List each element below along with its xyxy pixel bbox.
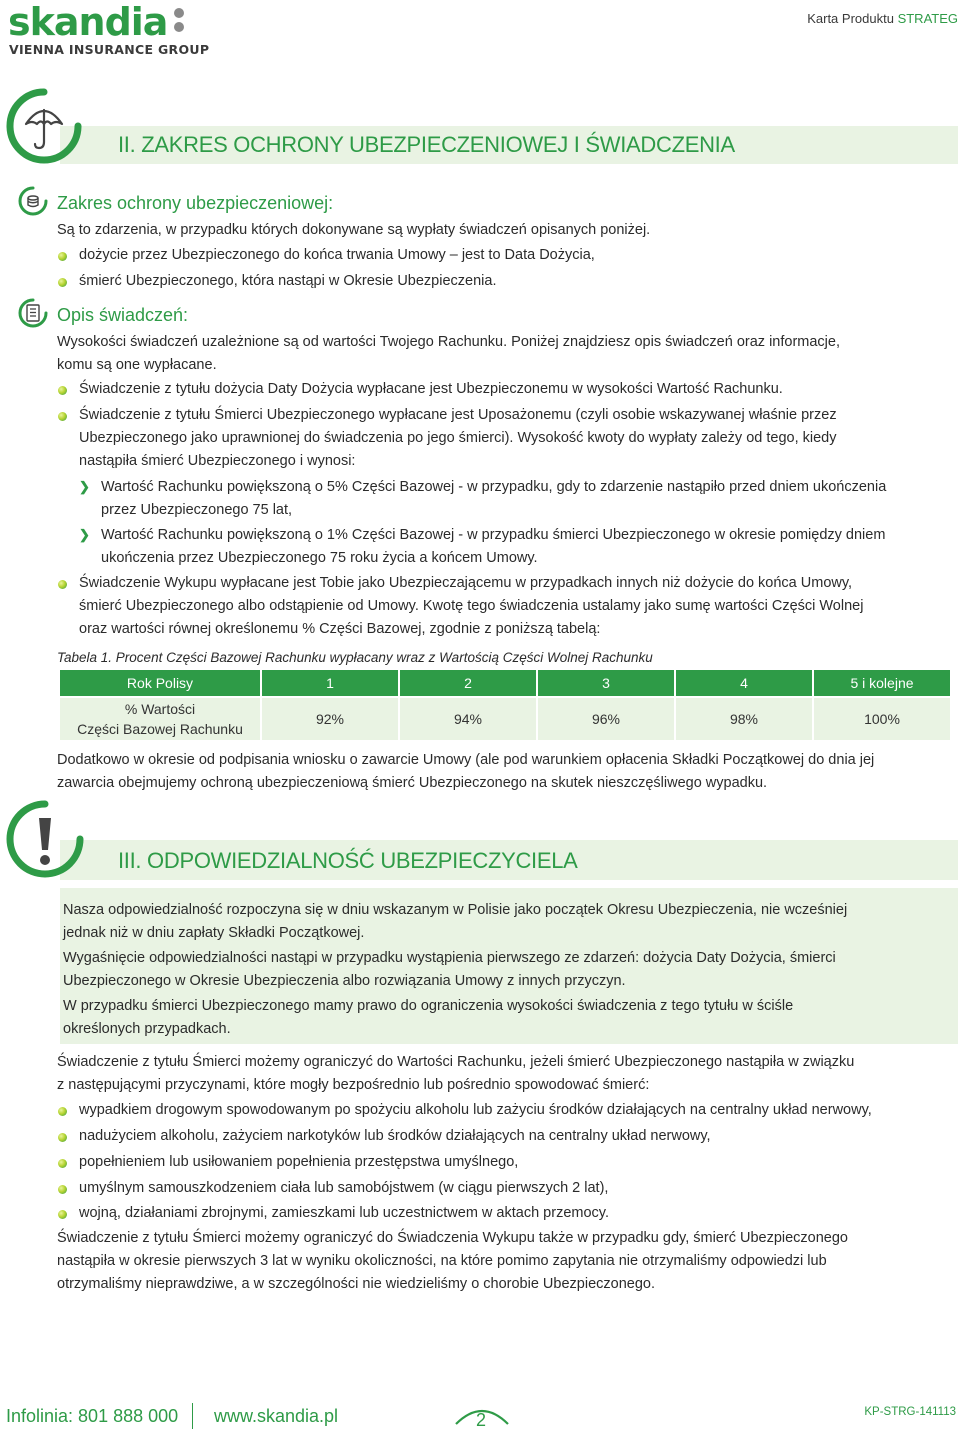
table-cell: 92% xyxy=(262,698,398,740)
table-row xyxy=(60,698,950,740)
scope-intro: Są to zdarzenia, w przypadku których dokonywane są wypłaty świadczeń opisanych poniżej. xyxy=(57,222,651,238)
table-cell: 94% xyxy=(400,698,536,740)
list-item: dożycie przez Ubezpieczonego do końca trwania Umowy – jest to Data Dożycia, xyxy=(79,247,595,263)
document-title: Karta Produktu STRATEG xyxy=(807,11,958,26)
table-cell: 98% xyxy=(676,698,812,740)
footer-divider xyxy=(192,1403,193,1429)
box-line: W przypadku śmierci Ubezpieczonego mamy prawo do ograniczenia wysokości świadczenia z tego tytułu w ściśle xyxy=(63,998,794,1014)
section-3-title: III. ODPOWIEDZIALNOŚĆ UBEZPIECZYCIELA xyxy=(118,848,578,873)
bullet-dot-icon xyxy=(58,580,67,589)
section-2-title: II. ZAKRES OCHRONY UBEZPIECZENIOWEJ I ŚWIADCZENIA xyxy=(118,132,735,157)
document-code: KP-STRG-141113 xyxy=(864,1406,956,1418)
scope-heading: Zakres ochrony ubezpieczeniowej: xyxy=(57,193,334,213)
table-header-cell: 3 xyxy=(538,670,674,696)
final-line: otrzymaliśmy nieprawdziwe, a w szczególności nie wiedzieliśmy o chorobie Ubezpieczonego. xyxy=(57,1276,655,1292)
bullet-dot-icon xyxy=(58,1159,67,1168)
chevron-right-icon: ❯ xyxy=(79,527,90,542)
list-item-line: Świadczenie z tytułu Śmierci Ubezpieczonego wypłacane jest Uposażonemu (czyli osobie wskazywanej właśnie przez xyxy=(79,407,837,423)
box-line: Wygaśnięcie odpowiedzialności nastąpi w przypadku wystąpienia pierwszego ze zdarzeń: dożycia Daty Dożycia, śmierci xyxy=(63,950,836,966)
list-item: śmierć Ubezpieczonego, która nastąpi w Okresie Ubezpieczenia. xyxy=(79,273,497,289)
limit-intro-line: z następującymi przyczynami, które mogły bezpośrednio lub pośrednio spowodować śmierć: xyxy=(57,1077,650,1093)
bullet-dot-icon xyxy=(58,1185,67,1194)
benefits-heading: Opis świadczeń: xyxy=(57,305,189,325)
bullet-dot-icon xyxy=(58,252,67,261)
table-header-cell: 5 i kolejne xyxy=(814,670,950,696)
final-line: Świadczenie z tytułu Śmierci możemy ograniczyć do Świadczenia Wykupu także w przypadku gdy, śmierć Ubezpieczonego xyxy=(57,1230,849,1246)
limit-intro-line: Świadczenie z tytułu Śmierci możemy ograniczyć do Wartości Rachunku, jeżeli śmierć Ubezpieczonego nastąpiła w związku xyxy=(57,1054,855,1070)
sub-list-item-line: Wartość Rachunku powiększoną o 1% Części Bazowej - w przypadku śmierci Ubezpieczonego w okresie pomiędzy dniem xyxy=(101,527,886,543)
table-cell: 100% xyxy=(814,698,950,740)
box-line: Ubezpieczonego w Okresie Ubezpieczenia albo rozwiązania Umowy z innych przyczyn. xyxy=(63,973,626,989)
additional-line: Dodatkowo w okresie od podpisania wniosku o zawarcie Umowy (ale pod warunkiem opłacenia Składki Początkowej do dnia jej xyxy=(57,752,875,768)
sub-list-item-line: Wartość Rachunku powiększoną o 5% Części Bazowej - w przypadku, gdy to zdarzenie nastąpiło przed dniem ukończenia xyxy=(101,479,887,495)
exclamation-icon xyxy=(6,800,84,878)
benefits-intro-line: komu są one wypłacane. xyxy=(57,357,217,373)
benefit-percentage-table xyxy=(58,668,952,742)
coins-icon xyxy=(18,186,48,216)
sub-list-item-line: ukończenia przez Ubezpieczonego 75 roku życia a końcem Umowy. xyxy=(101,550,538,566)
list-item-line: nastąpiła śmierć Ubezpieczonego i wynosi: xyxy=(79,453,356,469)
footer-infoline: Infolinia: 801 888 000 xyxy=(6,1406,179,1426)
table-header-cell: 1 xyxy=(262,670,398,696)
list-item-line: Świadczenie Wykupu wypłacane jest Tobie jako Ubezpieczającemu w przypadkach innych niż dożycie do końca Umowy, xyxy=(79,575,853,591)
footer-website-link[interactable]: www.skandia.pl xyxy=(214,1406,339,1426)
list-item: wypadkiem drogowym spowodowanym po spożyciu alkoholu lub zażyciu środków działających na centralny układ nerwowy, xyxy=(79,1102,872,1118)
table-header-cell: Rok Polisy xyxy=(60,670,260,696)
document-icon xyxy=(18,298,48,328)
list-item: popełnieniem lub usiłowaniem popełnienia przestępstwa umyślnego, xyxy=(79,1154,519,1170)
table-header-cell: 2 xyxy=(400,670,536,696)
logo-wordmark: skandia xyxy=(8,0,168,44)
page-number: 2 xyxy=(476,1410,487,1430)
umbrella-icon xyxy=(6,88,82,164)
bullet-dot-icon xyxy=(58,412,67,421)
box-line: jednak niż w dniu zapłaty Składki Początkowej. xyxy=(63,925,365,941)
box-line: określonych przypadkach. xyxy=(63,1021,231,1037)
bullet-dot-icon xyxy=(58,1210,67,1219)
table-row-label: % Wartości Części Bazowej Rachunku xyxy=(60,698,260,740)
table-caption: Tabela 1. Procent Części Bazowej Rachunku wypłacany wraz z Wartością Części Wolnej Rachunku xyxy=(57,650,653,665)
additional-line: zawarcia obejmujemy ochroną ubezpieczeniową śmierć Ubezpieczonego na skutek nieszczęśliwego wypadku. xyxy=(57,775,768,791)
list-item-line: oraz wartości równej określonemu % Części Bazowej, zgodnie z poniższą tabelą: xyxy=(79,621,601,637)
list-item: Świadczenie z tytułu dożycia Daty Dożycia wypłacane jest Ubezpieczonemu w wysokości Wartość Rachunku. xyxy=(79,381,783,397)
list-item: nadużyciem alkoholu, zażyciem narkotyków lub środków działających na centralny układ nerwowy, xyxy=(79,1128,711,1144)
final-line: nastąpiła w okresie pierwszych 3 lat w wyniku okoliczności, na które pomimo zapytania nie otrzymaliśmy odpowiedzi lub xyxy=(57,1253,827,1269)
bullet-dot-icon xyxy=(58,1133,67,1142)
logo-dots-icon xyxy=(172,8,186,34)
chevron-right-icon: ❯ xyxy=(79,479,90,494)
benefits-intro-line: Wysokości świadczeń uzależnione są od wartości Twojego Rachunku. Poniżej znajdziesz opis świadczeń oraz informacje, xyxy=(57,334,840,350)
table-header-cell: 4 xyxy=(676,670,812,696)
list-item: umyślnym samouszkodzeniem ciała lub samobójstwem (w ciągu pierwszych 2 lat), xyxy=(79,1180,609,1196)
bullet-dot-icon xyxy=(58,278,67,287)
sub-list-item-line: przez Ubezpieczonego 75 lat, xyxy=(101,502,293,518)
bullet-dot-icon xyxy=(58,1107,67,1116)
box-line: Nasza odpowiedzialność rozpoczyna się w dniu wskazanym w Polisie jako początek Okresu Ubezpieczenia, nie wcześniej xyxy=(63,902,848,918)
bullet-dot-icon xyxy=(58,386,67,395)
logo-subtitle: VIENNA INSURANCE GROUP xyxy=(9,42,210,57)
table-header-row xyxy=(60,670,950,696)
list-item-line: śmierć Ubezpieczonego albo odstąpienie od Umowy. Kwotę tego świadczenia ustalamy jako sumę wartości Części Wolnej xyxy=(79,598,864,614)
list-item-line: Ubezpieczonego jako uprawnionej do świadczenia po jego śmierci). Wysokość kwoty do wypłaty zależy od tego, kiedy xyxy=(79,430,837,446)
list-item: wojną, działaniami zbrojnymi, zamieszkami lub uczestnictwem w aktach przemocy. xyxy=(79,1205,609,1221)
table-cell: 96% xyxy=(538,698,674,740)
